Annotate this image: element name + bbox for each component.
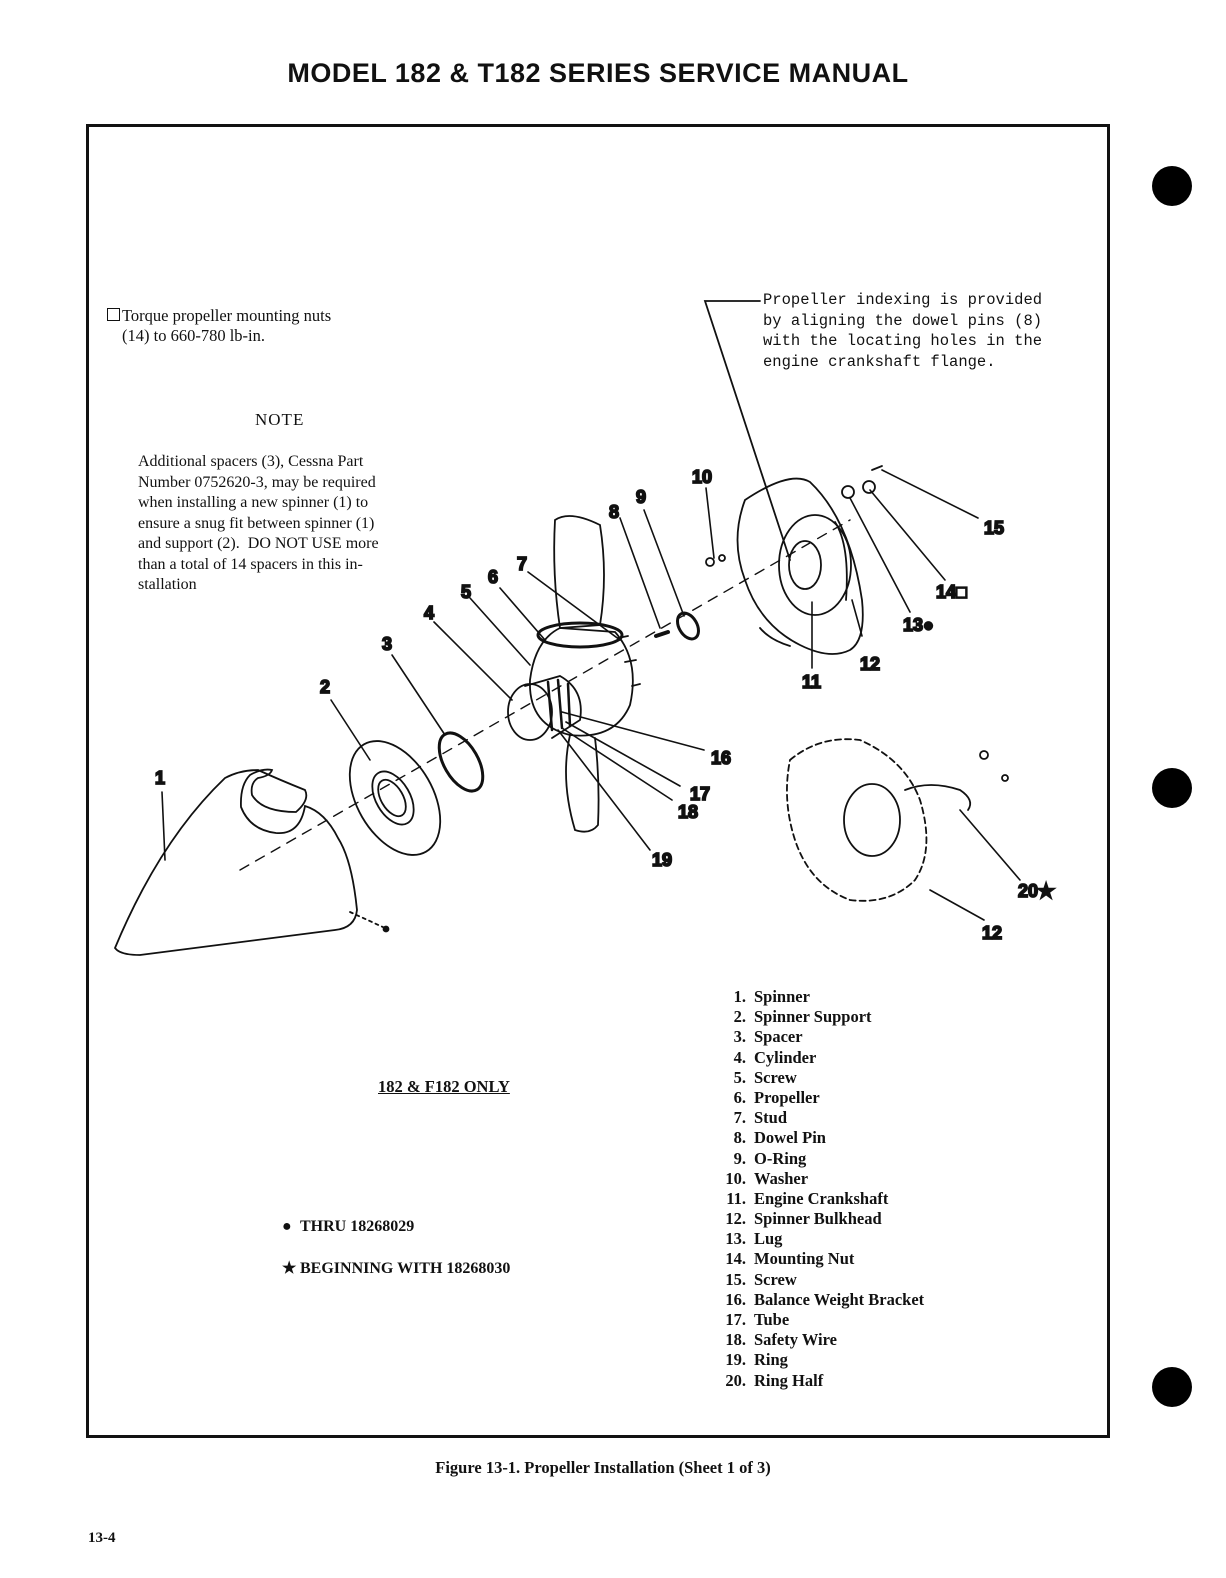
parts-list-item — [714, 1128, 924, 1148]
part-name: Screw — [754, 1269, 797, 1289]
binder-hole-top — [1152, 166, 1192, 206]
callout-19: 19 — [652, 850, 673, 870]
parts-list-item — [714, 1169, 924, 1189]
star-symbol-icon: ★ — [282, 1260, 297, 1277]
parts-list-item — [714, 1249, 924, 1269]
part-number: 17. — [725, 1310, 746, 1329]
callout-10: 10 — [692, 467, 713, 487]
part-name: Spinner Support — [754, 1007, 872, 1027]
note-title: NOTE — [255, 410, 305, 429]
parts-list-item — [714, 1290, 924, 1310]
effectivity-only-label: 182 & F182 ONLY — [378, 1077, 510, 1096]
callout-2: 2 — [320, 677, 331, 697]
parts-list-item — [714, 1108, 924, 1128]
binder-hole-bottom — [1152, 1367, 1192, 1407]
callout-20: 20★ — [1018, 881, 1055, 901]
page-number: 13-4 — [88, 1530, 116, 1546]
part-name: Stud — [754, 1108, 788, 1128]
indexing-note: Propeller indexing is provided by aligning the dowel pins (8) with the locating holes in the engine crankshaft flange. — [763, 291, 1043, 371]
part-number: 20. — [725, 1370, 746, 1390]
callout-16: 16 — [711, 748, 732, 768]
callout-18: 18 — [678, 802, 699, 822]
square-symbol-icon — [107, 308, 120, 321]
part-name: Safety Wire — [754, 1330, 837, 1350]
callout-14: 14□ — [936, 582, 967, 602]
part-name: Dowel Pin — [754, 1128, 826, 1148]
part-name: Screw — [754, 1067, 797, 1087]
parts-list-item — [714, 1048, 924, 1068]
parts-list-item — [714, 1310, 924, 1330]
callout-4: 4 — [424, 603, 435, 623]
binder-hole-middle — [1152, 768, 1192, 808]
parts-list-item — [714, 1149, 924, 1169]
beginning-serial-text: BEGINNING WITH 18268030 — [300, 1260, 511, 1277]
callout-1: 1 — [155, 768, 166, 788]
parts-list-item — [714, 1209, 924, 1229]
parts-list-item — [714, 987, 924, 1007]
part-name: Balance Weight Bracket — [754, 1289, 925, 1309]
part-number: 6. — [733, 1087, 746, 1107]
callout-12-upper: 12 — [860, 654, 881, 674]
part-name: Spinner Bulkhead — [754, 1209, 882, 1229]
torque-note-line2: (14) to 660-780 lb-in. — [122, 326, 265, 345]
figure-caption: Figure 13-1. Propeller Installation (Sheet 1 of 3) — [435, 1458, 771, 1477]
parts-list-item — [714, 1007, 924, 1027]
part-name: Tube — [754, 1310, 790, 1329]
callout-9: 9 — [636, 487, 647, 507]
part-number: 11. — [726, 1188, 746, 1208]
part-name: Cylinder — [754, 1047, 817, 1067]
part-number: 7. — [733, 1108, 746, 1128]
part-number: 18. — [725, 1330, 746, 1350]
part-number: 10. — [725, 1168, 746, 1188]
part-name: Engine Crankshaft — [754, 1188, 889, 1208]
part-name: Spacer — [754, 1027, 803, 1047]
beginning-serial-legend — [282, 1258, 510, 1278]
part-name: Spinner — [754, 987, 810, 1006]
parts-list-item — [714, 1068, 924, 1088]
parts-list-item — [714, 1330, 924, 1350]
part-name: Ring — [754, 1350, 788, 1370]
part-number: 5. — [733, 1067, 746, 1087]
part-number: 12. — [725, 1209, 746, 1229]
parts-list-item — [714, 1270, 924, 1290]
parts-list-item — [714, 1088, 924, 1108]
part-name: Washer — [754, 1168, 809, 1188]
callout-8: 8 — [609, 502, 620, 522]
torque-note-line1: Torque propeller mounting nuts — [122, 306, 332, 325]
callout-7: 7 — [517, 554, 528, 574]
callout-11: 11 — [802, 672, 822, 692]
part-number: 2. — [733, 1007, 746, 1027]
part-number: 1. — [733, 987, 746, 1006]
callout-15: 15 — [984, 518, 1005, 538]
part-number: 13. — [725, 1229, 746, 1249]
callout-13: 13● — [903, 615, 934, 635]
callout-5: 5 — [461, 582, 472, 602]
note-body: Additional spacers (3), Cessna Part Number 0752620-3, may be required when installing a new spinner (1) to ensure a snug fit between spinner (1) and support (2). DO NOT USE more than a total of 14 spacers in this in- stallation — [138, 453, 379, 593]
callout-3: 3 — [382, 634, 393, 654]
parts-list-item — [714, 1189, 924, 1209]
part-number: 9. — [733, 1148, 746, 1168]
thru-serial-text: THRU 18268029 — [300, 1218, 415, 1235]
part-number: 16. — [725, 1289, 746, 1309]
part-number: 8. — [733, 1128, 746, 1148]
torque-note — [107, 306, 331, 346]
parts-list-item — [714, 1027, 924, 1047]
part-number: 15. — [725, 1269, 746, 1289]
part-number: 14. — [725, 1249, 746, 1269]
part-name: Mounting Nut — [754, 1249, 855, 1269]
thru-serial-legend — [282, 1218, 414, 1236]
dot-symbol-icon: ● — [282, 1218, 292, 1235]
part-name: Lug — [754, 1229, 783, 1249]
part-number: 4. — [733, 1047, 746, 1067]
part-name: Propeller — [754, 1087, 820, 1107]
parts-list-item — [714, 1371, 924, 1391]
part-name: O-Ring — [754, 1148, 807, 1168]
parts-list-item — [714, 1229, 924, 1249]
callout-17: 17 — [690, 784, 711, 804]
parts-list — [714, 987, 924, 1391]
part-name: Ring Half — [754, 1370, 824, 1390]
callout-12-lower: 12 — [982, 923, 1003, 943]
part-number: 19. — [725, 1350, 746, 1370]
page-title: MODEL 182 & T182 SERIES SERVICE MANUAL — [287, 58, 909, 88]
callout-6: 6 — [488, 567, 499, 587]
parts-list-item — [714, 1350, 924, 1370]
part-number: 3. — [733, 1027, 746, 1047]
